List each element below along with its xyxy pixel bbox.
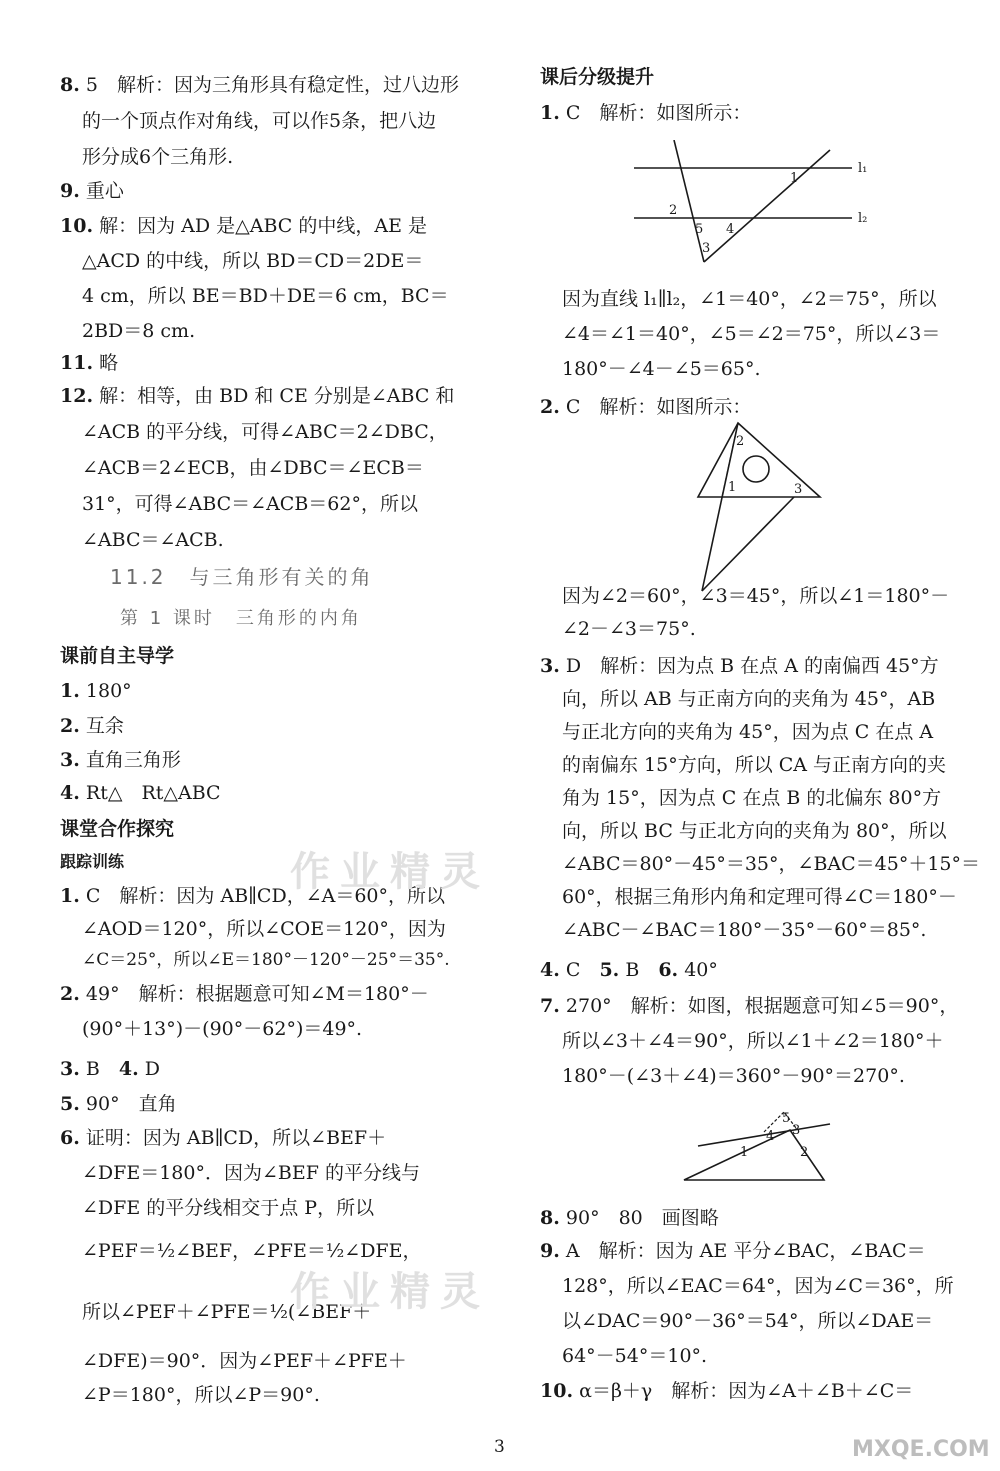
- lesson-title: 第 1 课时 三角形的内角: [120, 608, 362, 629]
- answer-text: 解：因为 AD 是△ABC 的中线，AE 是: [99, 215, 427, 237]
- after-answer-3: [540, 655, 939, 678]
- angle-4-label: 4: [766, 1129, 775, 1144]
- angle-4-label: 4: [726, 222, 735, 237]
- question-number: 9.: [60, 180, 80, 202]
- triangle-ruler-figure: [690, 415, 830, 595]
- pre-answer-4: [60, 782, 221, 805]
- answer-text: 重心: [85, 180, 124, 202]
- answer-text: α＝β＋γ 解析：因为∠A＋∠B＋∠C＝: [579, 1380, 914, 1402]
- site-watermark: MXQE.COM: [852, 1437, 990, 1462]
- answer-11: [60, 352, 118, 375]
- track-answer-3-4: [60, 1058, 160, 1081]
- answer-text: 以∠DAC＝90°－36°＝54°，所以∠DAE＝: [562, 1310, 934, 1332]
- answer-text: ∠DFE＝180°．因为∠BEF 的平分线与: [82, 1162, 420, 1184]
- answer-text: ∠AOD＝120°，所以∠COE＝120°，因为: [82, 918, 446, 940]
- after-answer-10: [540, 1380, 913, 1403]
- answer-text: D 解析：因为点 B 在点 A 的南偏西 45°方: [565, 655, 939, 677]
- answer-9: [60, 180, 124, 203]
- answer-text: 向，所以 AB 与正南方向的夹角为 45°，AB: [562, 688, 936, 710]
- answer-text: 互余: [85, 715, 124, 737]
- answer-text: ∠ABC－∠BAC＝180°－35°－60°＝85°.: [562, 919, 927, 941]
- after-answer-1: [540, 102, 751, 125]
- answer-text: 90° 直角: [85, 1093, 177, 1115]
- angle-2-label: 2: [669, 203, 678, 218]
- answer-text: ∠ACB＝2∠ECB，由∠DBC＝∠ECB＝: [82, 457, 424, 479]
- question-number: 4.: [118, 1058, 139, 1080]
- question-number: 7.: [540, 995, 560, 1017]
- angle-1-label: 1: [728, 480, 737, 495]
- folded-triangle-figure: [680, 1108, 860, 1183]
- answer-text: 与正北方向的夹角为 45°，因为点 C 在点 A: [562, 721, 934, 743]
- pre-answer-3: [60, 749, 181, 772]
- answer-text: 向，所以 BC 与正北方向的夹角为 80°，所以: [562, 820, 947, 842]
- after-class-heading: 课后分级提升: [540, 66, 655, 88]
- answer-text: C: [565, 959, 581, 981]
- answer-text: 180°: [85, 680, 132, 702]
- answer-text: ∠P＝180°，所以∠P＝90°.: [82, 1384, 320, 1406]
- angle-3-label: 3: [702, 241, 711, 256]
- watermark: 作业精灵: [290, 1269, 490, 1315]
- answer-text: 证明：因为 AB∥CD，所以∠BEF＋: [85, 1127, 387, 1149]
- question-number: 2.: [540, 396, 560, 418]
- after-answer-8: [540, 1207, 719, 1230]
- answer-text: C 解析：如图所示：: [565, 102, 752, 124]
- question-number: 3.: [60, 1058, 80, 1080]
- question-number: 10.: [60, 215, 94, 237]
- answer-text: 60°，根据三角形内角和定理可得∠C＝180°－: [562, 886, 957, 908]
- answer-text: 40°: [684, 959, 718, 981]
- after-answer-9: [540, 1240, 926, 1263]
- angle-5-label: 5: [695, 222, 704, 237]
- question-number: 5.: [60, 1093, 80, 1115]
- answer-text: 解：相等，由 BD 和 CE 分别是∠ABC 和: [99, 385, 455, 407]
- question-number: 2.: [60, 983, 80, 1005]
- answer-text: B: [85, 1058, 100, 1080]
- parallel-lines-figure: [634, 140, 894, 270]
- question-number: 6.: [658, 959, 679, 981]
- answer-text: ∠ACB 的平分线，可得∠ABC＝2∠DBC，: [82, 421, 448, 443]
- answer-text: 90° 80 画图略: [565, 1207, 719, 1229]
- answer-10: [60, 215, 427, 238]
- answer-text: ∠C＝25°，所以∠E＝180°－120°－25°＝35°.: [82, 950, 450, 970]
- question-number: 4.: [540, 959, 560, 981]
- question-number: 5.: [599, 959, 620, 981]
- answer-12: [60, 385, 454, 408]
- answer-text: C 解析：因为 AB∥CD，∠A＝60°，所以: [85, 885, 446, 907]
- answer-text: 因为∠2＝60°，∠3＝45°，所以∠1＝180°－: [562, 585, 950, 607]
- answer-text: 所以∠3＋∠4＝90°，所以∠1＋∠2＝180°＋: [562, 1030, 944, 1052]
- answer-text: 180°－(∠3＋∠4)＝360°－90°＝270°.: [562, 1065, 905, 1087]
- answer-text: 的南偏东 15°方向，所以 CA 与正南方向的夹: [562, 754, 947, 776]
- answer-text: (90°＋13°)－(90°－62°)＝49°.: [82, 1018, 363, 1040]
- answer-text: A 解析：因为 AE 平分∠BAC，∠BAC＝: [565, 1240, 926, 1262]
- pre-answer-1: [60, 680, 132, 703]
- answer-text: 31°，可得∠ABC＝∠ACB＝62°，所以: [82, 493, 418, 515]
- answer-text: 5 解析：因为三角形具有稳定性，过八边形: [85, 74, 459, 96]
- class-heading: 课堂合作探究: [60, 818, 175, 840]
- answer-text: 270° 解析：如图，根据题意可知∠5＝90°，: [565, 995, 959, 1017]
- question-number: 11.: [60, 352, 94, 374]
- angle-2-label: 2: [800, 1145, 809, 1160]
- answer-text: △ACD 的中线，所以 BD＝CD＝2DE＝: [82, 250, 424, 272]
- answer-text: 2BD＝8 cm.: [82, 320, 196, 342]
- answer-text: B: [625, 959, 640, 981]
- question-number: 8.: [540, 1207, 560, 1229]
- answer-text: 形分成6个三角形.: [82, 146, 234, 168]
- answer-text: ∠DFE 的平分线相交于点 P，所以: [82, 1197, 375, 1219]
- angle-2-label: 2: [736, 434, 745, 449]
- question-number: 3.: [60, 749, 80, 771]
- answer-text: 因为直线 l₁∥l₂，∠1＝40°，∠2＝75°，所以: [562, 288, 937, 310]
- answer-text: D: [144, 1058, 160, 1080]
- question-number: 1.: [540, 102, 560, 124]
- answer-text: 角为 15°，因为点 C 在点 B 的北偏东 80°方: [562, 787, 942, 809]
- pre-study-heading: 课前自主导学: [60, 645, 175, 667]
- question-number: 12.: [60, 385, 94, 407]
- answer-text: 180°－∠4－∠5＝65°.: [562, 358, 761, 380]
- after-answer-4-6: [540, 959, 718, 982]
- pre-answer-2: [60, 715, 124, 738]
- answer-text: 128°，所以∠EAC＝64°，因为∠C＝36°，所: [562, 1275, 954, 1297]
- answer-text: 所以∠PEF＋∠PFE＝½(∠BEF＋: [82, 1301, 372, 1323]
- watermark: 作业精灵: [290, 849, 490, 895]
- answer-text: 略: [99, 352, 119, 374]
- answer-text: 直角三角形: [85, 749, 181, 771]
- answer-text: Rt△ Rt△ABC: [85, 782, 221, 804]
- page-number: 3: [494, 1437, 505, 1457]
- question-number: 8.: [60, 74, 80, 96]
- answer-text: ∠2－∠3＝75°.: [562, 618, 696, 640]
- answer-text: ∠DFE)＝90°．因为∠PEF＋∠PFE＋: [82, 1350, 407, 1372]
- answer-text: ∠PEF＝½∠BEF，∠PFE＝½∠DFE，: [82, 1240, 422, 1262]
- after-answer-7: [540, 995, 958, 1018]
- answer-text: 4 cm，所以 BE＝BD＋DE＝6 cm，BC＝: [82, 285, 449, 307]
- angle-3-label: 3: [792, 1123, 801, 1138]
- question-number: 4.: [60, 782, 80, 804]
- angle-1-label: 1: [740, 1145, 749, 1160]
- answer-text: 的一个顶点作对角线，可以作5条，把八边: [82, 110, 437, 132]
- question-number: 6.: [60, 1127, 80, 1149]
- section-title: 11.2 与三角形有关的角: [110, 565, 374, 589]
- question-number: 9.: [540, 1240, 560, 1262]
- answer-text: 64°－54°＝10°.: [562, 1345, 708, 1367]
- line-l1-label: l₁: [858, 161, 868, 176]
- question-number: 1.: [60, 680, 80, 702]
- angle-5-label: 5: [782, 1111, 791, 1126]
- angle-1-label: 1: [790, 171, 799, 186]
- answer-text: ∠ABC＝∠ACB.: [82, 529, 224, 551]
- angle-3-label: 3: [794, 482, 803, 497]
- question-number: 2.: [60, 715, 80, 737]
- answer-text: 49° 解析：根据题意可知∠M＝180°－: [85, 983, 429, 1005]
- track-heading: 跟踪训练: [60, 852, 125, 871]
- line-l2-label: l₂: [858, 211, 868, 226]
- answer-text: ∠4＝∠1＝40°，∠5＝∠2＝75°，所以∠3＝: [562, 323, 941, 345]
- track-answer-5: [60, 1093, 177, 1116]
- answer-8: [60, 74, 459, 97]
- question-number: 1.: [60, 885, 80, 907]
- track-answer-2: [60, 983, 429, 1006]
- question-number: 3.: [540, 655, 560, 677]
- track-answer-6: [60, 1127, 386, 1150]
- answer-text: ∠ABC＝80°－45°＝35°，∠BAC＝45°＋15°＝: [562, 853, 981, 875]
- answer-text: C 解析：如图所示：: [565, 396, 752, 418]
- question-number: 10.: [540, 1380, 574, 1402]
